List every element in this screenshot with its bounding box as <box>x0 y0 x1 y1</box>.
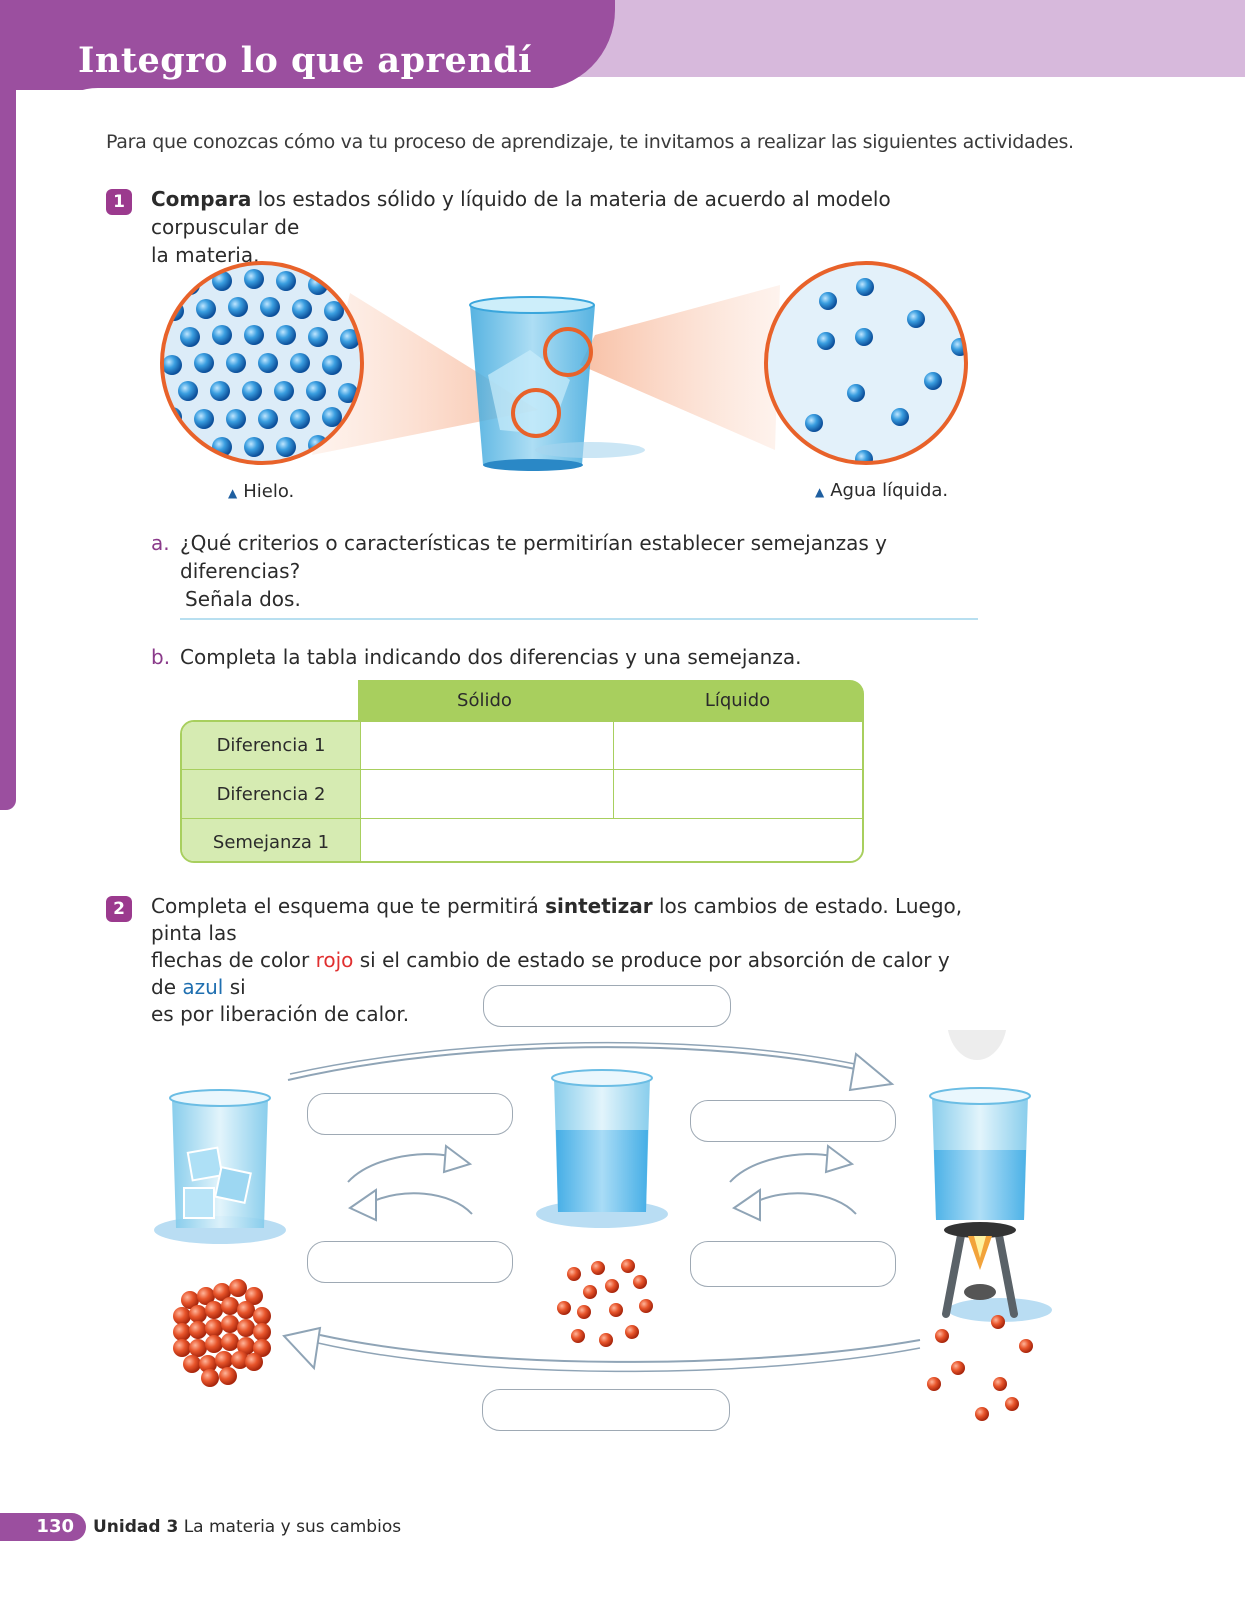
table-header-solid: Sólido <box>358 680 612 720</box>
state-change-scheme <box>150 1030 1060 1430</box>
activity-2-text-e: si <box>223 975 246 999</box>
activity-2-text-a: Completa el esquema que te permitirá <box>151 894 546 918</box>
scheme-box-top[interactable] <box>483 985 731 1027</box>
subitem-a-question <box>180 529 980 613</box>
scheme-box-right-upper[interactable] <box>690 1100 896 1142</box>
table-body <box>180 720 864 863</box>
subitem-a-line1: ¿Qué criterios o características te permitirían establecer semejanzas y diferencias? <box>180 531 888 583</box>
activity-2-text-d: si el cambio de estado se produce por absorción de calor y de <box>151 948 950 999</box>
caption-liquid-text: Agua líquida. <box>830 480 949 501</box>
scheme-box-left-lower[interactable] <box>307 1241 513 1283</box>
table-cell-liquid-diferencia-2[interactable] <box>613 769 864 818</box>
caption-ice-text: Hielo. <box>243 481 295 502</box>
table-row-header-semejanza-1: Semejanza 1 <box>182 818 360 863</box>
activity-1-keyword: Compara <box>151 187 252 211</box>
activity-2-keyword: sintetizar <box>545 894 653 918</box>
table-cell-semejanza-1[interactable] <box>360 818 864 863</box>
subitem-b-letter: b. <box>151 645 171 669</box>
subitem-a-line2: Señala dos. <box>185 587 301 611</box>
scheme-box-bottom[interactable] <box>482 1389 730 1431</box>
activity-2-word-red: rojo <box>315 948 354 972</box>
page-title: Integro lo que aprendí <box>78 40 532 81</box>
activity-2-text-c: flechas de color <box>151 948 316 972</box>
subitem-b-instruction: Completa la tabla indicando dos diferencias y una semejanza. <box>180 645 802 669</box>
table-row-header-diferencia-2: Diferencia 2 <box>182 769 360 818</box>
activity-1-text-line1: los estados sólido y líquido de la materia de acuerdo al modelo corpuscular de <box>151 187 891 239</box>
comparison-table <box>180 680 864 863</box>
activity-2-word-blue: azul <box>182 975 224 999</box>
particle-model-illustration <box>150 255 980 480</box>
activity-2-text-f: es por liberación de calor. <box>151 1002 410 1026</box>
activity-number-2: 2 <box>106 896 132 922</box>
table-cell-liquid-diferencia-1[interactable] <box>613 721 864 769</box>
footer-unit-number: Unidad 3 <box>93 1517 179 1537</box>
scheme-box-right-lower[interactable] <box>690 1241 896 1287</box>
activity-1-text-line2: la materia. <box>151 243 260 267</box>
left-margin-band <box>0 80 16 810</box>
table-cell-solid-diferencia-2[interactable] <box>360 769 613 818</box>
header-band-light <box>560 0 1245 77</box>
footer-unit-title: La materia y sus cambios <box>178 1517 402 1537</box>
caption-triangle-icon: ▲ <box>815 485 825 499</box>
table-header-liquid: Líquido <box>611 680 864 720</box>
caption-liquid <box>815 480 948 501</box>
page-number: 130 <box>0 1513 86 1541</box>
activity-number-1: 1 <box>106 189 132 215</box>
footer-unit <box>93 1517 401 1537</box>
caption-ice <box>228 481 294 502</box>
answer-line[interactable] <box>180 618 978 620</box>
intro-text: Para que conozcas cómo va tu proceso de aprendizaje, te invitamos a realizar las siguientes actividades. <box>106 131 1074 153</box>
activity-2-text-b: los cambios de estado. Luego, pinta las <box>151 894 963 945</box>
caption-triangle-icon: ▲ <box>228 486 238 500</box>
scheme-box-left-upper[interactable] <box>307 1093 513 1135</box>
table-cell-solid-diferencia-1[interactable] <box>360 721 613 769</box>
subitem-a-letter: a. <box>151 531 170 555</box>
table-row-header-diferencia-1: Diferencia 1 <box>182 721 360 769</box>
